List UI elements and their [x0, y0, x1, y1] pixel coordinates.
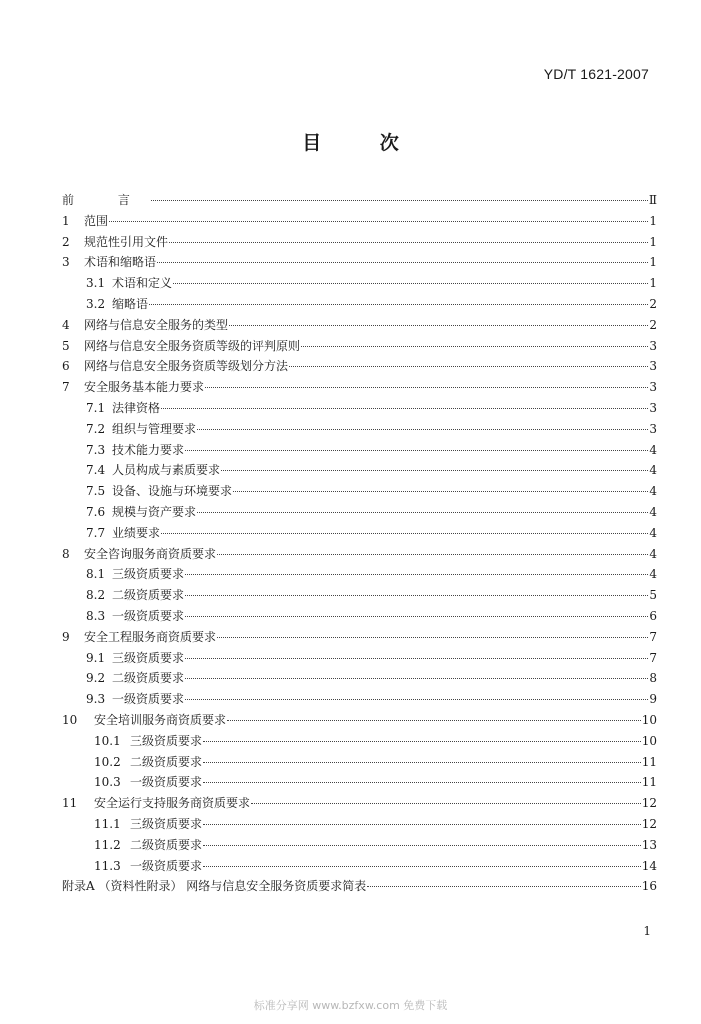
dot-leader	[251, 803, 641, 804]
toc-entry-number: 7	[62, 380, 70, 395]
dot-leader	[173, 283, 648, 284]
toc-entry[interactable]	[62, 315, 657, 336]
toc-entry-page: Ⅱ	[648, 193, 657, 207]
toc-entry-label: 三级资质要求	[130, 733, 203, 748]
toc-entry-number: 8.2	[86, 588, 106, 603]
dot-leader	[149, 304, 648, 305]
dot-leader	[227, 720, 641, 721]
toc-entry[interactable]	[62, 627, 657, 648]
toc-entry-page: 4	[649, 504, 657, 519]
dot-leader	[197, 429, 648, 430]
toc-entry-page: 4	[649, 484, 657, 499]
dot-leader	[169, 242, 648, 243]
toc-entry[interactable]	[62, 731, 657, 752]
dot-leader	[203, 845, 641, 846]
toc-entry[interactable]	[62, 252, 657, 273]
toc-entry-page: 7	[649, 629, 657, 644]
toc-entry-page: 3	[649, 338, 657, 353]
toc-entry-label: 附录A （资料性附录） 网络与信息安全服务资质要求简表	[62, 879, 367, 894]
toc-entry-page: 7	[649, 650, 657, 665]
toc-entry[interactable]	[62, 835, 657, 856]
toc-entry-label: 一级资质要求	[130, 775, 203, 790]
toc-entry-page: 3	[649, 400, 657, 415]
dot-leader	[157, 262, 648, 263]
toc-entry-page: 11	[641, 775, 657, 790]
toc-entry-label: 组织与管理要求	[112, 421, 197, 436]
toc-entry-page: 12	[641, 796, 657, 811]
toc-entry-page: 4	[649, 442, 657, 457]
toc-entry-label: 三级资质要求	[112, 567, 185, 582]
toc-entry-number: 7.2	[86, 421, 106, 436]
toc-entry-page: 8	[649, 671, 657, 686]
toc-entry[interactable]	[62, 211, 657, 232]
dot-leader	[301, 346, 648, 347]
toc-entry[interactable]	[62, 648, 657, 669]
toc-entry[interactable]	[62, 668, 657, 689]
toc-entry[interactable]	[62, 481, 657, 502]
toc-entry-page: 16	[641, 879, 657, 894]
toc-entry[interactable]	[62, 585, 657, 606]
toc-entry-number: 2	[62, 234, 70, 249]
dot-leader	[217, 637, 648, 638]
toc-entry-number: 7.5	[86, 484, 106, 499]
toc-entry[interactable]	[62, 544, 657, 565]
toc-entry-page: 4	[649, 546, 657, 561]
toc-entry-page: 4	[649, 463, 657, 478]
toc-entry-page: 4	[649, 525, 657, 540]
toc-entry-number: 9.3	[86, 692, 106, 707]
toc-entry[interactable]	[62, 502, 657, 523]
toc-entry-label: 二级资质要求	[112, 588, 185, 603]
toc-entry-label: 业绩要求	[112, 525, 161, 540]
toc-entry-number: 9	[62, 629, 70, 644]
toc-entry-number: 3	[62, 255, 70, 270]
toc-entry-number: 10	[62, 712, 78, 727]
toc-entry-number: 11.3	[94, 858, 121, 873]
toc-entry-number: 8	[62, 546, 70, 561]
toc-entry-label: 规范性引用文件	[84, 234, 169, 249]
toc-entry-number: 10.3	[94, 775, 121, 790]
toc-entry[interactable]	[62, 523, 657, 544]
toc-entry[interactable]	[62, 232, 657, 253]
toc-entry-label: 二级资质要求	[130, 754, 203, 769]
dot-leader	[185, 595, 648, 596]
toc-entry-number: 3.1	[86, 276, 106, 291]
toc-entry-label: 网络与信息安全服务资质等级划分方法	[84, 359, 289, 374]
dot-leader	[109, 221, 648, 222]
dot-leader	[229, 325, 648, 326]
dot-leader	[203, 866, 641, 867]
toc-entry-label: 范围	[84, 213, 109, 228]
toc-entry-page: 11	[641, 754, 657, 769]
toc-entry-label: 规模与资产要求	[112, 504, 197, 519]
toc-entry-label: 法律资格	[112, 400, 161, 415]
toc-entry-page: 1	[649, 234, 657, 249]
toc-entry-number: 9.1	[86, 650, 106, 665]
toc-entry-page: 3	[649, 359, 657, 374]
toc-entry-page: 6	[649, 608, 657, 623]
dot-leader	[185, 616, 648, 617]
dot-leader	[289, 366, 648, 367]
toc-entry-page: 12	[641, 816, 657, 831]
dot-leader	[203, 824, 641, 825]
toc-entry[interactable]	[62, 419, 657, 440]
toc-entry[interactable]	[62, 377, 657, 398]
toc-entry-label: 一级资质要求	[112, 608, 185, 623]
toc-entry[interactable]	[62, 814, 657, 835]
toc-entry[interactable]	[62, 273, 657, 294]
toc-entry[interactable]	[62, 398, 657, 419]
toc-entry-label: 一级资质要求	[130, 858, 203, 873]
dot-leader	[203, 782, 641, 783]
toc-entry-label: 前 言	[62, 193, 150, 207]
toc-entry-label: 安全工程服务商资质要求	[84, 629, 217, 644]
toc-entry-page: 14	[641, 858, 657, 873]
dot-leader	[185, 658, 648, 659]
toc-entry-label: 技术能力要求	[112, 442, 185, 457]
toc-entry[interactable]	[62, 793, 657, 814]
toc-entry[interactable]	[62, 460, 657, 481]
toc-entry-number: 7.7	[86, 525, 106, 540]
toc-entry-label: 二级资质要求	[130, 837, 203, 852]
toc-entry-label: 网络与信息安全服务的类型	[84, 317, 229, 332]
toc-entry-page: 1	[649, 213, 657, 228]
toc-entry-label: 安全运行支持服务商资质要求	[94, 796, 251, 811]
toc-entry-page: 1	[649, 255, 657, 270]
toc-entry-label: 术语和缩略语	[84, 255, 157, 270]
toc-entry-label: 网络与信息安全服务资质等级的评判原则	[84, 338, 301, 353]
dot-leader	[203, 741, 641, 742]
toc-entry-number: 7.4	[86, 463, 106, 478]
toc-entry-label: 安全服务基本能力要求	[84, 380, 205, 395]
dot-leader	[233, 491, 648, 492]
toc-entry-number: 8.1	[86, 567, 106, 582]
toc-entry-number: 11	[62, 796, 78, 811]
toc-entry-number: 6	[62, 359, 70, 374]
toc-entry-page: 4	[649, 567, 657, 582]
toc-entry-number: 10.1	[94, 733, 121, 748]
dot-leader	[203, 762, 641, 763]
document-code: YD/T 1621-2007	[543, 66, 649, 82]
toc-entry-label: 三级资质要求	[112, 650, 185, 665]
dot-leader	[217, 554, 648, 555]
toc-entry-number: 11.1	[94, 816, 121, 831]
toc-entry-label: 缩略语	[112, 296, 149, 311]
toc-entry-number: 5	[62, 338, 70, 353]
toc-entry-page: 10	[641, 712, 657, 727]
toc-entry[interactable]	[62, 606, 657, 627]
toc-entry-label: 安全咨询服务商资质要求	[84, 546, 217, 561]
toc-entry[interactable]	[62, 356, 657, 377]
toc-entry[interactable]	[62, 856, 657, 877]
dot-leader	[185, 574, 648, 575]
toc-entry-number: 9.2	[86, 671, 106, 686]
toc-entry[interactable]	[62, 336, 657, 357]
page-number: 1	[643, 924, 651, 938]
dot-leader	[185, 450, 648, 451]
toc-entry-number: 3.2	[86, 296, 106, 311]
toc-entry-page: 3	[649, 380, 657, 395]
dot-leader	[221, 470, 648, 471]
toc-entry-label: 一级资质要求	[112, 692, 185, 707]
dot-leader	[151, 200, 648, 201]
toc-entry-page: 2	[649, 317, 657, 332]
dot-leader	[161, 408, 648, 409]
toc-entry[interactable]	[62, 564, 657, 585]
toc-entry-label: 人员构成与素质要求	[112, 463, 221, 478]
table-of-contents	[62, 190, 657, 897]
dot-leader	[185, 678, 648, 679]
dot-leader	[161, 533, 648, 534]
toc-entry-page: 9	[649, 692, 657, 707]
toc-entry-label: 安全培训服务商资质要求	[94, 712, 227, 727]
toc-entry[interactable]	[62, 440, 657, 461]
toc-entry-page: 10	[641, 733, 657, 748]
dot-leader	[205, 387, 648, 388]
toc-entry-number: 7.6	[86, 504, 106, 519]
toc-entry-label: 二级资质要求	[112, 671, 185, 686]
dot-leader	[185, 699, 648, 700]
toc-entry-page: 2	[649, 296, 657, 311]
toc-entry-label: 三级资质要求	[130, 816, 203, 831]
watermark-text: 标准分享网 www.bzfxw.com 免费下载	[253, 999, 448, 1012]
toc-entry-page: 5	[649, 588, 657, 603]
toc-entry[interactable]	[62, 710, 657, 731]
toc-entry-label: 术语和定义	[112, 276, 173, 291]
toc-entry-number: 11.2	[94, 837, 121, 852]
dot-leader	[367, 886, 640, 887]
toc-entry-number: 7.3	[86, 442, 106, 457]
toc-entry[interactable]	[62, 772, 657, 793]
toc-entry[interactable]	[62, 294, 657, 315]
toc-entry[interactable]	[62, 689, 657, 710]
toc-entry[interactable]	[62, 752, 657, 773]
toc-entry-page: 13	[641, 837, 657, 852]
toc-entry-number: 1	[62, 213, 70, 228]
page-title: 目 次	[302, 132, 425, 154]
toc-entry-page: 3	[649, 421, 657, 436]
toc-entry[interactable]	[62, 190, 657, 211]
toc-entry-number: 7.1	[86, 400, 106, 415]
toc-entry-page: 1	[649, 276, 657, 291]
toc-entry-label: 设备、设施与环境要求	[112, 484, 233, 499]
toc-entry[interactable]	[62, 876, 657, 897]
toc-entry-number: 4	[62, 317, 70, 332]
toc-entry-number: 10.2	[94, 754, 121, 769]
dot-leader	[197, 512, 648, 513]
toc-entry-number: 8.3	[86, 608, 106, 623]
